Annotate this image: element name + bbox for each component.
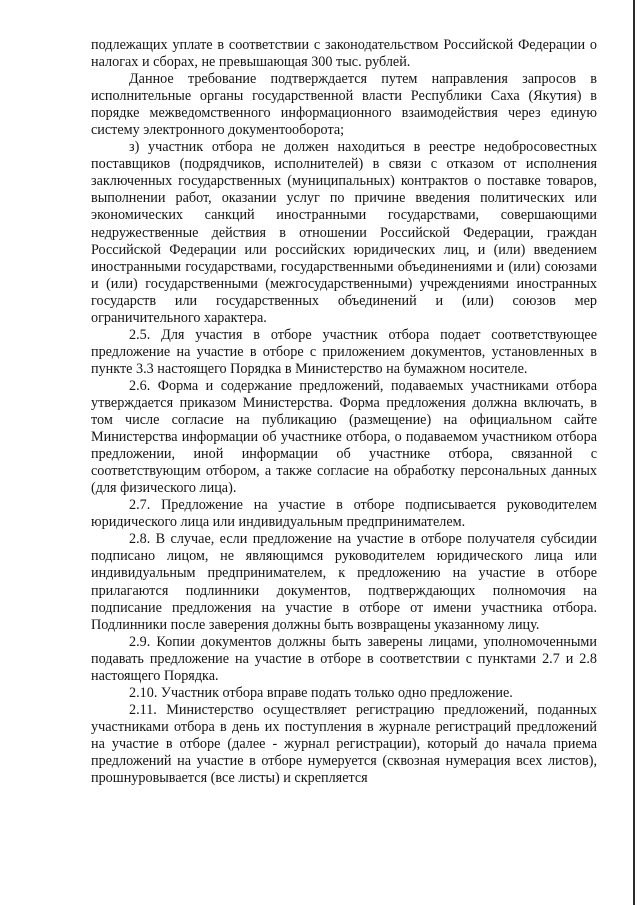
paragraph-2-10: 2.10. Участник отбора вправе подать только одно предложение. bbox=[129, 684, 513, 701]
paragraph-continuation: подлежащих уплате в соответствии с законодательством Российской Федерации о налогах и сборах, не превышающая 300 тыс. рублей. bbox=[91, 37, 597, 71]
paragraph-requirement-confirmation: Данное требование подтверждается путем направления запросов в исполнительные органы государственной власти Республики Саха (Якутия) в порядке межведомственного информационного взаимодействия через единую систему электронного документооборота; bbox=[91, 71, 597, 139]
paragraph-2-11: 2.11. Министерство осуществляет регистрацию предложений, поданных участниками отбора в день их поступления в журнале регистраций предложений на участие в отборе (далее - журнал регистрации), который до начала приема предложений на участие в отборе нумеруется (сквозная нумерация всех листов), прошнуровывается (все листы) и скрепляется bbox=[91, 701, 597, 787]
paragraph-2-9: 2.9. Копии документов должны быть заверены лицами, уполномоченными подавать предложение на участие в отборе в соответствии с пунктами 2.7 и 2.8 настоящего Порядка. bbox=[91, 633, 597, 684]
paragraph-2-5: 2.5. Для участия в отборе участник отбора подает соответствующее предложение на участие в отборе с приложением документов, установленных в пункте 3.3 настоящего Порядка в Министерство на бумажном носителе. bbox=[91, 326, 597, 377]
document-body bbox=[91, 37, 597, 787]
paragraph-2-8: 2.8. В случае, если предложение на участие в отборе получателя субсидии подписано лицом, не являющимся руководителем юридического лица или индивидуальным предпринимателем, к предложению на участие в отборе прилагаются подлинники документов, подтверждающих полномочия на подписание предложения на участие в отборе от имени участника отбора. Подлинники после заверения должны быть возвращены указанному лицу. bbox=[91, 531, 597, 633]
page-edge-line bbox=[633, 0, 635, 905]
paragraph-clause-z: з) участник отбора не должен находиться в реестре недобросовестных поставщиков (подрядчиков, исполнителей) в связи с отказом от исполнения заключенных государственных (муниципальных) контрактов о поставке товаров, выполнении работ, оказании услуг по причине введения политических или экономических санкций иностранными государствами, совершающими недружественные действия в отношении Российской Федерации, граждан Российской Федерации или российских юридических лиц, и (или) введением иностранными государствами, государственными объединениями и (или) союзами и (или) государственными (межгосударственными) учреждениями иностранных государств или государственных объединений и (или) союзов мер ограничительного характера. bbox=[91, 139, 597, 326]
paragraph-2-7: 2.7. Предложение на участие в отборе подписывается руководителем юридического лица или индивидуальным предпринимателем. bbox=[91, 497, 597, 531]
paragraph-2-6: 2.6. Форма и содержание предложений, подаваемых участниками отбора утверждается приказом Министерства. Форма предложения должна включать, в том числе согласие на публикацию (размещение) на официальном сайте Министерства информации об участнике отбора, о подаваемом участником отбора предложении, иной информации об участнике отбора, связанной с соответствующим отбором, а также согласие на обработку персональных данных (для физического лица). bbox=[91, 377, 597, 497]
